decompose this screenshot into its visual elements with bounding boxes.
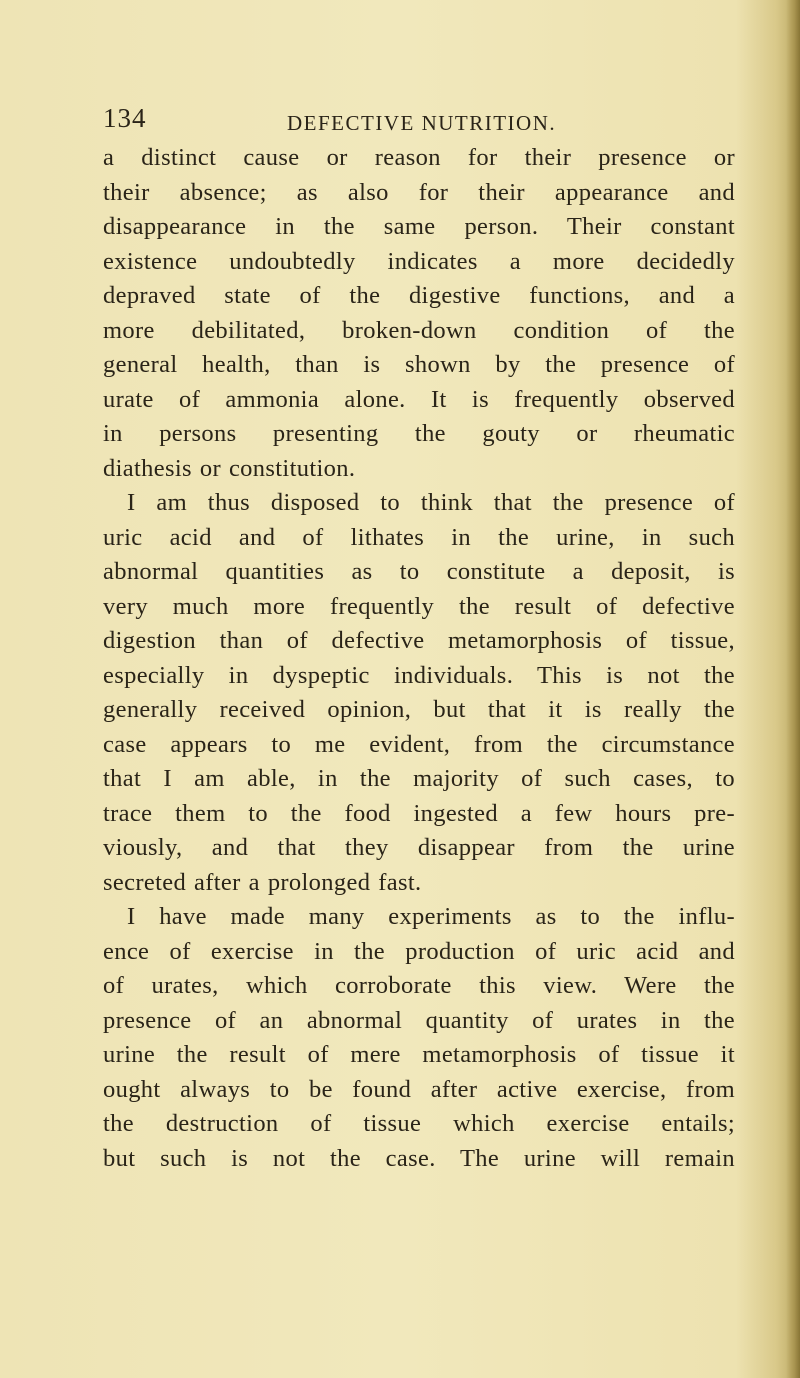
text-line: diathesis or constitution. [103,454,356,482]
body-text [103,141,735,1176]
text-line: ought always to be found after active exercise, from [103,1075,735,1103]
text-line: general health, than is shown by the presence of [103,351,735,378]
text-line: the destruction of tissue which exercise entails; [103,1110,735,1137]
text-line: existence undoubtedly indicates a more decidedly [103,247,735,275]
text-line: uric acid and of lithates in the urine, in such [103,523,735,551]
text-line: more debilitated, broken-down condition of the [103,316,735,344]
text-line: urate of ammonia alone. It is frequently observed [103,385,735,413]
text-line: viously, and that they disappear from the urine [103,834,735,861]
text-line: that I am able, in the majority of such cases, to [103,765,735,792]
text-line: abnormal quantities as to constitute a deposit, is [103,558,735,585]
text-line: secreted after a prolonged fast. [103,868,422,896]
text-line: depraved state of the digestive functions, and a [103,282,735,309]
page-edge-shadow [786,0,800,1378]
running-head: DEFECTIVE NUTRITION. [287,111,557,135]
page-number: 134 [103,103,147,133]
text-line: generally received opinion, but that it is really the [103,696,735,723]
text-line: trace them to the food ingested a few hours pre- [103,799,735,827]
text-line: ence of exercise in the production of uric acid and [103,937,735,965]
text-line: a distinct cause or reason for their presence or [103,144,735,171]
paragraph-start-line: I am thus disposed to think that the presence of [127,489,735,516]
text-line: disappearance in the same person. Their constant [103,213,735,240]
text-line: digestion than of defective metamorphosis of tissue, [103,627,735,654]
text-line: very much more frequently the result of defective [103,592,735,620]
text-line: their absence; as also for their appearance and [103,178,735,206]
text-line: especially in dyspeptic individuals. This is not the [103,661,735,689]
text-line: but such is not the case. The urine will remain [103,1144,735,1172]
text-line: urine the result of mere metamorphosis of tissue it [103,1041,735,1068]
text-line: of urates, which corroborate this view. Were the [103,972,735,999]
paragraph-start-line: I have made many experiments as to the influ- [127,903,735,930]
text-line: presence of an abnormal quantity of urates in the [103,1006,735,1034]
text-line: in persons presenting the gouty or rheumatic [103,420,735,447]
text-line: case appears to me evident, from the circumstance [103,730,735,758]
